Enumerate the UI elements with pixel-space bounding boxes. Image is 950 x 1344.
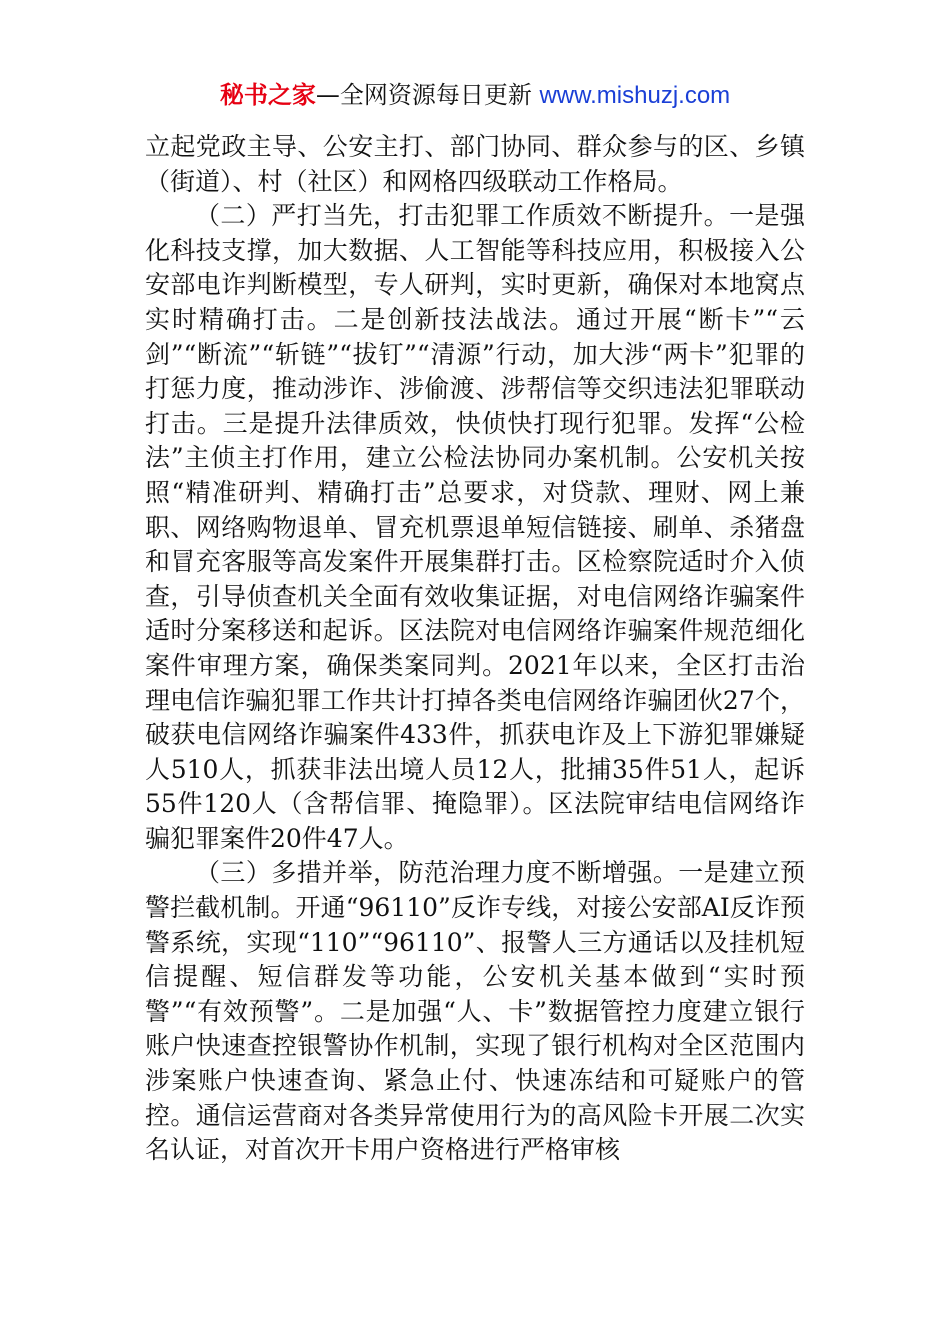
paragraph-section-three: （三）多措并举，防范治理力度不断增强。一是建立预警拦截机制。开通“96110”反诈专线，对接公安部AI反诈预警系统，实现“110”“96110”、报警人三方通话以及挂机短信提醒、短信群发等功能，公安机关基本做到“实时预警”“有效预警”。二是加强“人、卡”数据管控力度建立银行账户快速查控银警协作机制，实现了银行机构对全区范围内涉案账户快速查询、紧急止付、快速冻结和可疑账户的管控。通信运营商对各类异常使用行为的高风险卡开展二次实名认证，对首次开卡用户资格进行严格审核: [145, 858, 805, 1165]
document-body: [145, 130, 805, 1168]
paragraph-continuation: 立起党政主导、公安主打、部门协同、群众参与的区、乡镇（街道）、村（社区）和网格四级联动工作格局。: [145, 132, 805, 196]
site-url[interactable]: www.mishuzj.com: [539, 82, 731, 109]
site-tagline: —全网资源每日更新: [315, 81, 540, 109]
page-header: [0, 78, 950, 113]
site-brand: 秘书之家: [219, 81, 316, 109]
paragraph-section-two: （二）严打当先，打击犯罪工作质效不断提升。一是强化科技支撑，加大数据、人工智能等科技应用，积极接入公安部电诈判断模型，专人研判，实时更新，确保对本地窝点实时精确打击。二是创新技法战法。通过开展“断卡”“云剑”“断流”“斩链”“拔钉”“清源”行动，加大涉“两卡”犯罪的打惩力度，推动涉诈、涉偷渡、涉帮信等交织违法犯罪联动打击。三是提升法律质效，快侦快打现行犯罪。发挥“公检法”主侦主打作用，建立公检法协同办案机制。公安机关按照“精准研判、精确打击”总要求，对贷款、理财、网上兼职、网络购物退单、冒充机票退单短信链接、刷单、杀猪盘和冒充客服等高发案件开展集群打击。区检察院适时介入侦查，引导侦查机关全面有效收集证据，对电信网络诈骗案件适时分案移送和起诉。区法院对电信网络诈骗案件规范细化案件审理方案，确保类案同判。2021年以来，全区打击治理电信诈骗犯罪工作共计打掉各类电信网络诈骗团伙27个，破获电信网络诈骗案件433件，抓获电诈及上下游犯罪嫌疑人510人，抓获非法出境人员12人，批捕35件51人，起诉55件120人（含帮信罪、掩隐罪）。区法院审结电信网络诈骗犯罪案件20件47人。: [145, 201, 805, 853]
